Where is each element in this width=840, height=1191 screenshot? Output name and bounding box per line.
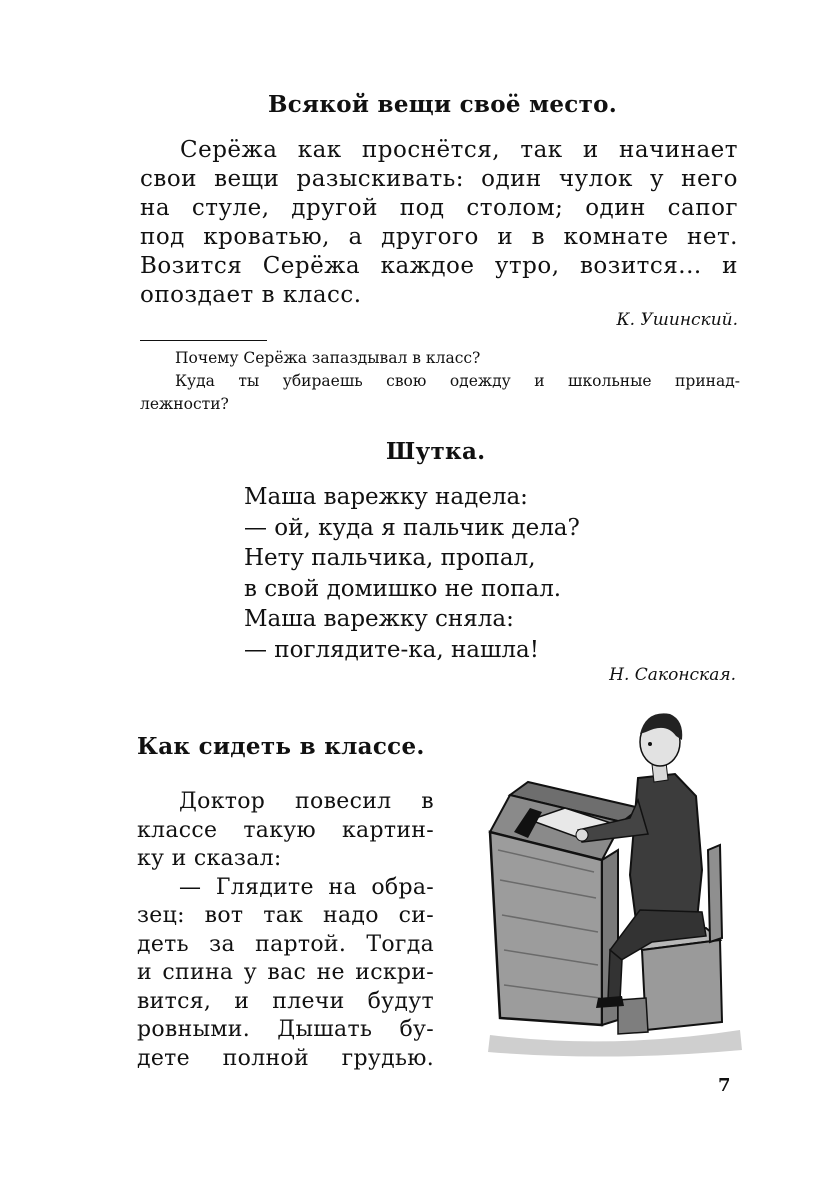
question-line: лежности? [140,395,229,413]
question-line: Почему Серёжа запаздывал в класс? [175,349,481,367]
poem-line: — ой, куда я пальчик дела? [244,514,580,541]
questions-block [140,347,740,416]
section2-line: ровными. Дышать бу- [137,1017,434,1042]
story-author: К. Ушинский. [616,310,738,330]
story-line: Серёжа как проснётся, так и начинает [180,137,738,163]
poem-line: Маша варежку надела: [244,484,528,510]
divider-rule [140,340,267,341]
page-number: 7 [718,1075,731,1096]
boy-at-desk-illustration [470,700,748,1068]
section2-line: дете полной грудью. [137,1045,434,1071]
section2-line: деть за партой. Тогда [137,931,434,957]
section2-title: Как сидеть в классе. [137,733,425,760]
section2-line: и спина у вас не искри- [137,960,434,985]
poem-line: Маша варежку сняла: [244,606,514,632]
question-line: Куда ты убираешь свою одежду и школьные принад- [175,372,740,390]
section2-line: классе такую картин- [137,817,434,843]
section2-line: вится, и плечи будут [137,988,434,1014]
poem-line: — поглядите-ка, нашла! [244,636,539,663]
story-line: под кроватью, а другого и в комнате нет. [140,224,738,250]
story-line: Возится Серёжа каждое утро, возится... и [140,253,738,279]
poem-text [244,482,580,665]
poem-title: Шутка. [386,438,486,465]
poem-author: Н. Саконская. [609,665,736,685]
section2-line: — Глядите на обра- [179,874,434,900]
story-line: опоздает в класс. [140,282,362,308]
story-line: на стуле, другой под столом; один сапог [140,195,738,221]
section2-text [137,788,434,1073]
story-line: свои вещи разыскивать: один чулок у него [140,166,738,192]
section2-line: ку и сказал: [137,846,282,871]
story-title: Всякой вещи своё место. [268,91,618,118]
section2-line: зец: вот так надо си- [137,903,434,928]
poem-line: Нету пальчика, пропал, [244,545,536,571]
story-text [140,136,738,310]
poem-line: в свой домишко не попал. [244,575,562,602]
section2-line: Доктор повесил в [179,789,434,814]
